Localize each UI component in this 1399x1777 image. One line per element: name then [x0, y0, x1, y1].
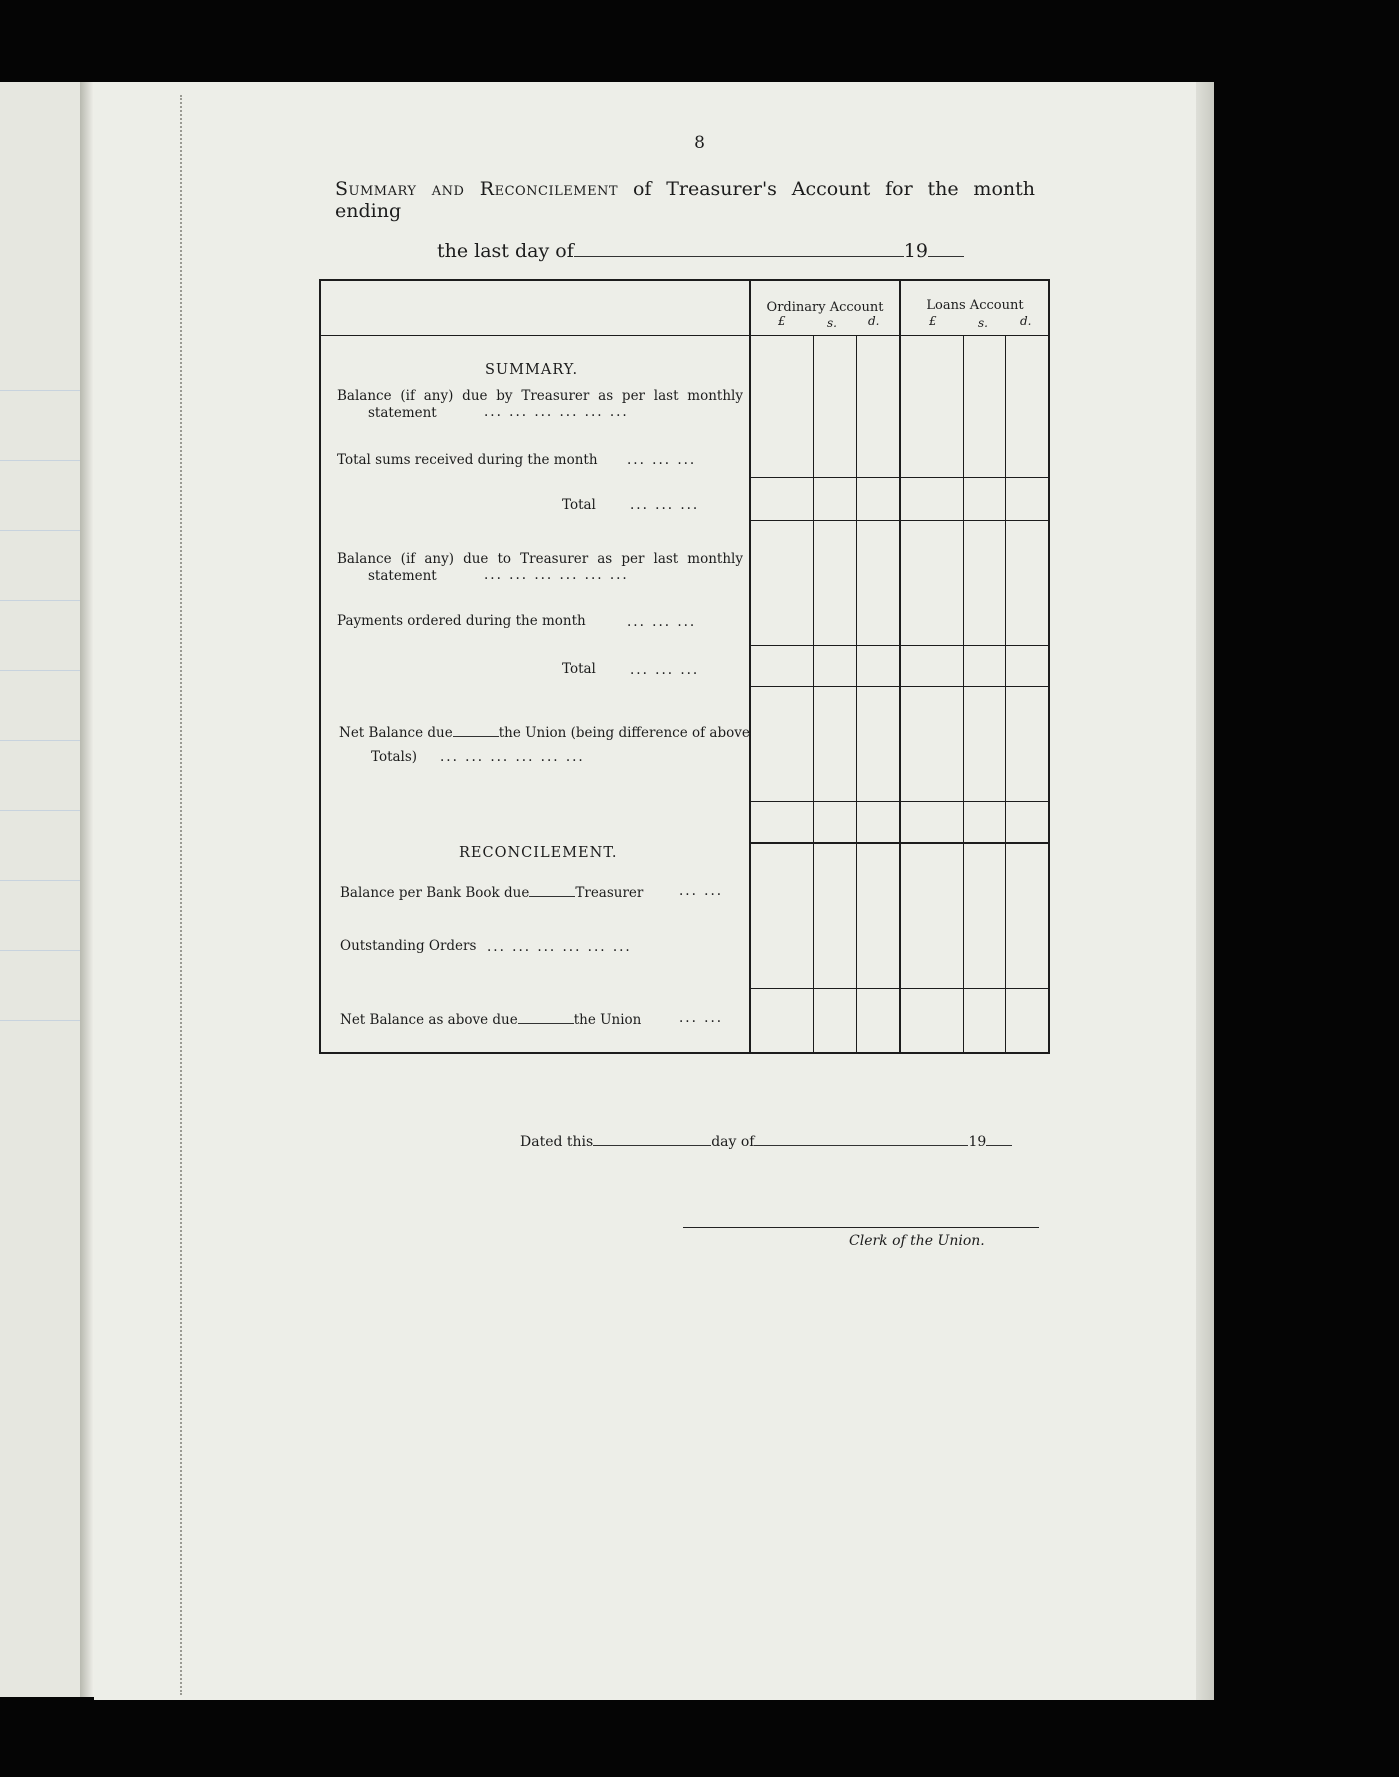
leader-dots: ... ... ... — [630, 662, 700, 678]
loans-d-divider — [1005, 335, 1006, 1052]
bank-book-suffix: Treasurer — [575, 885, 644, 901]
facing-page — [0, 82, 92, 1697]
total-label: Total — [562, 661, 596, 677]
reconcilement-title: RECONCILEMENT. — [459, 845, 618, 861]
statement-label: statement — [368, 405, 437, 421]
total-label: Total — [562, 497, 596, 513]
leader-dots: ... ... ... — [627, 614, 697, 630]
outstanding-orders-label: Outstanding Orders — [340, 938, 477, 954]
amount-rule — [750, 645, 1049, 646]
leader-dots: ... ... ... — [630, 497, 700, 513]
due-blank[interactable] — [453, 722, 499, 737]
balance-to-treasurer-label: Balance (if any) due to Treasurer as per last monthly — [337, 551, 743, 567]
book-spine — [80, 82, 94, 1697]
page-edge — [1196, 82, 1214, 1700]
form-heading — [335, 178, 1035, 222]
amount-rule — [750, 988, 1049, 989]
amount-rule — [750, 477, 1049, 478]
net-balance-reconciled-label — [340, 1009, 641, 1029]
summary-title: SUMMARY. — [485, 362, 579, 378]
date-day-blank[interactable] — [593, 1131, 711, 1146]
date-year-blank[interactable] — [986, 1131, 1012, 1146]
bank-book-prefix: Balance per Bank Book due — [340, 885, 530, 901]
year-prefix: 19 — [903, 240, 928, 262]
net-reconciled-prefix: Net Balance as above due — [340, 1012, 518, 1028]
ordinary-account-header: Ordinary Account — [766, 300, 884, 315]
loans-account-header: Loans Account — [926, 298, 1024, 313]
amount-rule — [750, 520, 1049, 521]
balance-by-treasurer-label: Balance (if any) due by Treasurer as per last monthly — [337, 388, 743, 404]
amount-rule — [750, 801, 1049, 802]
year-blank[interactable] — [928, 242, 964, 257]
net-balance-label — [339, 722, 750, 742]
shillings-unit: s. — [827, 316, 837, 330]
page-number: 8 — [694, 133, 705, 153]
header-rule — [320, 335, 1049, 336]
leader-dots: ... ... ... ... ... ... — [484, 404, 629, 420]
bank-book-label — [340, 882, 643, 902]
heading-rest: of Treasurer's Account for the month ending — [335, 178, 1035, 222]
date-month-blank[interactable] — [754, 1131, 968, 1146]
label-column-divider — [749, 281, 751, 1052]
pence-unit: d. — [1020, 314, 1032, 328]
leader-dots: ... ... ... ... ... ... — [484, 567, 629, 583]
pounds-unit: £ — [778, 314, 786, 328]
last-day-label: the last day of — [437, 240, 574, 262]
dated-year: 19 — [968, 1134, 987, 1150]
pounds-unit: £ — [929, 314, 937, 328]
leader-dots: ... ... — [679, 1010, 724, 1026]
section-rule — [750, 842, 1049, 844]
leader-dots: ... ... — [679, 883, 724, 899]
shillings-unit: s. — [978, 316, 988, 330]
payments-ordered-label: Payments ordered during the month — [337, 613, 586, 629]
totals-label: Totals) — [371, 749, 418, 765]
pence-unit: d. — [868, 314, 880, 328]
net-balance-prefix: Net Balance due — [339, 725, 453, 741]
clerk-signature-label: Clerk of the Union. — [849, 1233, 985, 1249]
account-divider — [899, 281, 901, 1052]
due-blank[interactable] — [518, 1009, 574, 1024]
month-blank[interactable] — [574, 242, 904, 257]
dated-line — [520, 1131, 1012, 1150]
leader-dots: ... ... ... ... ... ... — [487, 939, 632, 955]
signature-line[interactable] — [683, 1227, 1039, 1228]
due-blank[interactable] — [529, 882, 575, 897]
perforation-line — [180, 95, 182, 1695]
amount-rule — [750, 686, 1049, 687]
loans-s-divider — [963, 335, 964, 1052]
total-received-label: Total sums received during the month — [337, 452, 598, 468]
statement-label: statement — [368, 568, 437, 584]
dated-prefix: Dated this — [520, 1134, 594, 1150]
net-balance-suffix: the Union (being difference of above — [498, 725, 750, 741]
leader-dots: ... ... ... — [627, 452, 697, 468]
leader-dots: ... ... ... ... ... ... — [440, 749, 585, 765]
net-reconciled-suffix: the Union — [573, 1012, 642, 1028]
heading-title: Summary and Reconcilement — [335, 178, 619, 200]
ordinary-s-divider — [813, 335, 814, 1052]
month-ending-line — [437, 240, 964, 262]
ordinary-d-divider — [856, 335, 857, 1052]
dated-middle: day of — [711, 1134, 755, 1150]
